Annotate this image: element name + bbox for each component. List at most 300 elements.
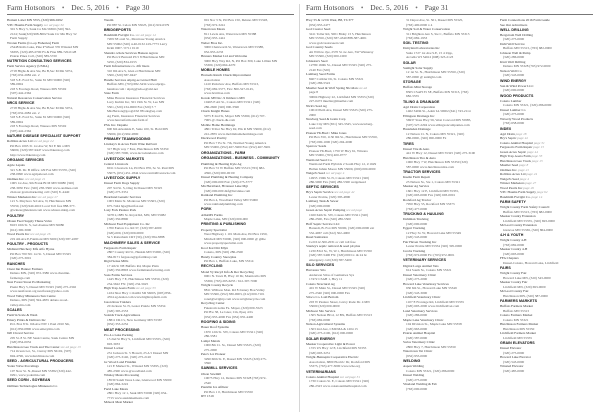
listing-entry: Johnston's Seed [306, 58, 328, 63]
listing-detail: @winzer@kieland.com www.winzer-mktg.com [10, 208, 75, 213]
listing-detail: Litchfield MN 55355 [503, 335, 533, 340]
listing-detail: 2000 [309, 112, 316, 117]
listing-entry: Meeker County Extension [500, 214, 536, 219]
listing-detail: 4801 Tribot Ne Hwy Dr, Elk R MN 55000, (612) [204, 127, 271, 132]
listing-entry: Newberg Seed & Grain Corp [306, 117, 346, 121]
listing-detail: 3290 60th St. E, Dassel MN 55325 (320) 275- [204, 356, 267, 361]
listing-entry: Bandmith Fwright Co. page 14 [500, 194, 543, 199]
ad-reference: see ad [357, 85, 367, 90]
section-heading: FAIRS [500, 266, 511, 270]
listing-detail: Anderson Silos of Gemunwa Sys [309, 272, 355, 277]
listing-entry: Nelson Agricultural Systems [306, 322, 345, 327]
listing-detail: 286-2323 www.cokatoanimalhospital.com [309, 383, 367, 388]
listing-entry: Fair Haven Trucking Inc [403, 239, 437, 244]
section-heading: FARMERS MARKETS [500, 298, 538, 303]
listing-detail: (952) 955-2477 [309, 22, 331, 27]
listing-detail: 275-2340 (320) 000-0000 Fax [309, 290, 350, 295]
listing-entry: Duckwood Poultry [201, 136, 227, 141]
ad-reference: page 33 [530, 154, 543, 159]
listing-detail: 694-4796, www.hutchinson.com [10, 353, 55, 358]
listing-entry: Hausladen Drainage [403, 127, 431, 132]
listing-entry: Dassel Veterinary Clinic [403, 272, 437, 277]
listing-detail: 1725 US Hwy 12 E, Litchfield MN 55355 [309, 346, 367, 351]
section-heading: POULTRY [7, 213, 25, 218]
listing-entry: Digital Large Animal Vets [403, 263, 439, 268]
listing-entry: High Trap Aoeta Farm see ad page 33 [104, 286, 156, 291]
listing-detail: Cokato MN 55321, (320) 286-0000 [503, 103, 552, 108]
section-heading: MACHINERY SALES & SERVICE [104, 240, 161, 245]
listing-detail: Mitchell MN 55000, (320) 000-0000 @ gillie [204, 236, 266, 241]
listing-detail: Cokato MN 55321 [503, 317, 529, 322]
publication-title: Farm Hotsonors [7, 4, 55, 12]
listing-detail: 587-6000 www.hutchinsontire.com [406, 164, 454, 169]
listing-detail: Delano, MN (320) 594-4835 delano.wood- [10, 298, 69, 303]
listing-detail: Buffalo MN 55313, (763) 682-0000 [503, 46, 552, 51]
section-heading: SCALES [7, 307, 22, 312]
listing-detail: (320) 587-7000, www.lacrodandacre.com [107, 151, 164, 156]
section-heading: SOIL TESTING [403, 41, 429, 46]
listing-detail: (320) 000-0000 [406, 221, 428, 226]
listing-entry: Dassel Locker [104, 346, 124, 351]
listing-entry: Kondo MN Inc. 9 Jimberco MN [201, 95, 245, 100]
listing-detail: 4390, (320) 000-00 00 [204, 170, 235, 175]
listing-entry: Weber Bros Inc. [201, 40, 224, 45]
listing-entry: Agri Drain page 18 [500, 131, 527, 136]
listing-detail: http://www.lbkerstog.com [10, 152, 46, 157]
listing-entry: Cokato Animal Hospital see ad page 31 [306, 374, 361, 379]
listing-detail: 17472 CSAH 1, Hwy 11 [309, 277, 343, 282]
listing-entry: Cokato Lumber [500, 98, 522, 103]
listing-entry: Bruners Market Ltd and Welcome [201, 54, 248, 58]
ad-reference: page 24 [525, 172, 538, 177]
listing-entry: Litchfield Veterinary Clinic [403, 295, 441, 300]
listing-entry: Ellingson Drainage Inc [403, 113, 435, 118]
listing-detail: 714 Ocean Lot, St., Curray MN 56102, (507) [10, 349, 72, 354]
listing-detail: 0291, www.yodermn.com [10, 373, 46, 378]
listing-detail: 286-0000, (320) 000-0000 Fx [406, 136, 447, 141]
listing-detail: 518 S.E. Ford St., Suite 81 MN 56000 (320) [10, 77, 71, 82]
listing-detail: hanabar.com / alprig@ads-e@alsl.net [107, 86, 158, 91]
section-heading: ORGANIZATIONS - FARM [201, 150, 246, 155]
listing-entry: Sons Farms Services [104, 272, 133, 277]
listing-detail: 55000 (320) 000-0000 [309, 304, 340, 309]
listing-detail: 55075, (651) 451-1844 www.centrallivestock.com [107, 170, 176, 175]
listing-detail: 12 Nelson Ct. N, Cokato MN 55321, (320) [406, 131, 465, 136]
listing-detail: Cokato MN 55321, (320) 286-0000 [406, 368, 455, 373]
listing-detail: MN 55062 (320) 4-40-0132 419-7773 Larry [107, 41, 168, 46]
listing-entry: Onllines Technologies Minnesota Co [7, 383, 58, 388]
listing-entry: Wright County Recycle [201, 283, 234, 288]
listing-entry: McLeod County Fair [500, 289, 529, 294]
listing-detail: 5501, (320) 234-9000 Fax (320) 5 + [107, 104, 157, 109]
listing-detail: 227-0473 mueller@mueller.com [309, 99, 354, 103]
listing-entry: Prairie Animal Hospital [403, 331, 436, 336]
listing-detail: 218 S Forelegs Road, Wauseo MN 55502 [10, 124, 67, 129]
listing-detail: Farm Supply [10, 36, 28, 40]
ad-reference: see ad page 21 [24, 176, 46, 181]
listing-detail: MN 55000, (952) 467-5900 Fax: (952) 467-5901 [204, 145, 271, 150]
listing-detail: 104 Division St., Maple Lake MN 55358 [406, 322, 462, 327]
listing-detail: 56395, (320) 485-0700 Fx & Fine 889-720-0128 [10, 49, 77, 54]
ad-reference: see ad page 24 [32, 139, 54, 144]
section-heading: SOLAR ENERGY [306, 336, 336, 341]
listing-detail: (763) 400-0000 x 4 [406, 22, 433, 27]
listing-detail: (320) 275-0000 [406, 377, 428, 382]
listing-entry: Sparrow Seeds [306, 144, 327, 148]
listing-detail: 121 S. Mayboro 3rd Ave, N, Hutchinson MN [10, 199, 72, 204]
listing-detail: 231 Jackson St. 5 Howell, 25 A 5 Dassel MN [107, 350, 169, 355]
listing-entry: Buffalo Mini Storage [403, 85, 432, 90]
listing-detail: PO Box 1065 31 1st Ave W, N2 E 6th a MN [10, 143, 70, 148]
section-heading: MEAT PROCESSING [104, 327, 140, 332]
listing-detail: (320) 000-0000 [503, 88, 525, 93]
listing-detail: 1730 Cokato St. E, Cokato MN 55321 (320) [309, 379, 370, 384]
section-heading: LIVESTOCK MARKETS [104, 156, 145, 161]
listing-entry: Mueller Seed & Wolf Spring Nicollan see ad [306, 85, 367, 90]
listing-detail: (320) 693-3231 [309, 350, 331, 355]
listing-detail: 7950 Hwy 55, Rockford MN 55373 [406, 202, 455, 207]
listing-entry: Ondines Inc. page 21 [500, 167, 530, 172]
section-heading: FARM SAFETY [500, 200, 526, 205]
listing-detail: 56937 State Hwy 56, West Concord MN 55985, [406, 118, 472, 123]
section-heading: PRINTING & PUBLISHING [201, 222, 246, 227]
listing-entry: FFA Chapters [500, 256, 519, 261]
listing-detail: 675-7444 hgs@hartfox.net [107, 203, 144, 208]
listing-detail: (612) 850-0800 www.emerymn.com [10, 326, 60, 331]
listing-detail: 31 Depot Ave, St. 501, Dassel MN 55325, [406, 18, 464, 22]
listing-detail: PO Box 7 Ea St. 7th, Normed Young America [204, 140, 267, 145]
listing-detail: Krim 0007 / 0711 0119 [107, 46, 139, 51]
listing-entry: Winzer Marketers page 27 [500, 181, 537, 186]
section-heading: RANCHES [7, 261, 26, 266]
listing-detail: 384-8171 ferguson@gofarmbuy.com [107, 254, 158, 259]
ad-reference: see ad page 62 [42, 22, 64, 27]
listing-detail: (320) 693-2000 www.litchfieldvet.com [406, 304, 460, 309]
listing-entry: Chuck Knight Hanes [201, 109, 230, 114]
listing-entry: Lazy Fork Pasture Pork [104, 208, 137, 213]
listing-detail: Litchfield MN, (320) 693-0000 [503, 284, 546, 289]
listing-detail: (952) 955-0000 [406, 353, 428, 358]
listing-detail: (507) 527-2294 www.ellingsoncompanies.com [406, 122, 470, 127]
listing-entry: Ferguson's Farm Repair [104, 245, 137, 250]
listing-detail: 587-0000 @ sunlight.com [406, 74, 442, 79]
listing-detail: 9001 N. Tawn B, Hwy 10 Dr, Monticello MN [204, 274, 267, 279]
listing-entry: Dahl Well Service [500, 41, 525, 46]
listing-entry: VPC Houma Farm Supply see ad page 62 [7, 22, 64, 27]
ad-reference: page 42 [516, 136, 529, 141]
listing-detail: 2140 Fax (320) [309, 67, 330, 72]
listing-detail: (320)-000, (320) 000-0000 [107, 230, 144, 235]
listing-detail: (763) 632-2682 ext. 2 [10, 110, 40, 115]
page-31 [306, 3, 593, 413]
listing-entry: Chest Inn Banner Farmers [7, 266, 43, 271]
listing-detail: 2124; Sauk(320) 968-8002 Sauk Ctr Mn Hwy 52 [10, 31, 77, 36]
listing-detail: 5500, (320) 587-9447 [107, 73, 137, 78]
ad-reference: see ad page 14 [134, 32, 156, 37]
listing-entry: Meeker Ag Service [403, 184, 430, 189]
listing-detail: 532-4067 call (612) 302-4000 [309, 230, 350, 235]
listing-detail: 18811 Dh Cv, New Germany MN 55367 [107, 317, 163, 322]
listing-detail: 589-0904 [10, 119, 23, 124]
listing-detail: www.herzonfarm.stair.farm sf [107, 118, 148, 123]
listing-detail: (952) 353-2252 [107, 322, 129, 327]
listing-entry: Jacobs Trucking [403, 248, 426, 253]
section-heading: SEED CORN - SOYBEAN [7, 378, 51, 383]
issue-date: Dec. 5, 2016 [71, 4, 110, 12]
listing-detail: 234-5622 FX: (320) 234-5625 [107, 281, 149, 286]
listing-detail: (763) 000-0000 [406, 386, 428, 391]
listing-detail: (320) 286-0000 [406, 313, 428, 318]
listing-detail: Pioneer Hi-Bred, 1750 W Hwy 61, Winona [309, 148, 368, 153]
listing-detail: 2807 County Rd 51, Hankin MN 55000, (320) [107, 250, 171, 255]
section-heading: SOLAR [403, 60, 416, 65]
listing-detail: (320) 587-0000 [406, 335, 428, 340]
listing-detail: 1107 E Frontage Rd, Litchfield MN 55355 [406, 299, 464, 304]
listing-detail: 3590 [204, 361, 211, 366]
listing-detail: 275-2000 [204, 347, 217, 352]
listing-detail: 6011 Livestock Ln, PO Box 976, So St. Paul MN [107, 166, 174, 171]
listing-entry: Hutchinson Farmers Market [500, 322, 539, 327]
listing-entry: Hwy 55 & 12 Dr West, B8, Tb 377 [306, 18, 354, 22]
listing-entry: Emery Prints & Delivers Inc [7, 317, 46, 322]
listing-entry: Mckeol Meat Market [104, 400, 133, 405]
section-heading: VETERINARIANS [306, 369, 337, 374]
section-heading: SEED - AGRICULTURAL PRODUCERS [7, 358, 74, 363]
listing-detail: Association [204, 77, 221, 82]
text-column [403, 18, 496, 391]
listing-entry: PSG Inc. Deputie [104, 122, 128, 127]
listing-detail: Fakstrom nolks Fa. Mayer, (320) 000-5523 [204, 305, 263, 310]
listing-detail: West Highway 1 101 Main Ave, PO Box 1950, [204, 232, 268, 237]
section-heading: WELL DRILLING [500, 27, 529, 32]
listing-entry: McLeod County Extension [500, 223, 537, 228]
listing-entry: Harvestor Silo [306, 268, 326, 273]
listing-entry: Pete's Lot Pioneer [201, 352, 226, 357]
listing-detail: 238-3050 Fax: (320) 238-3500 www.ondines.com [10, 185, 78, 190]
listing-entry: Agri Drain Corporation [403, 104, 436, 109]
listing-detail: 218 S Forelegs Road, Wauseo MN 55502 [10, 86, 67, 91]
listing-entry: Stanley's septic removal & seed pit plus [306, 244, 361, 249]
ad-reference: page 15 [532, 145, 545, 150]
section-heading: WELDING [403, 358, 421, 363]
listing-entry: Cokato Animal Hospital page 31 [500, 140, 545, 145]
listing-detail: PO Box 4, Woodland Valley MN 55000 [204, 197, 258, 202]
listing-entry: Rainland Plumbing Inc [201, 193, 233, 198]
listing-entry: Solaids Track Agricultures [104, 313, 141, 318]
listing-entry: IPT 1519 [201, 394, 214, 399]
ad-reference: see ad page 33 [134, 286, 156, 291]
listing-detail: 14955 130th St. N, Cokato MN 55321 (320) [309, 175, 370, 180]
ad-reference: see ad page 42 [333, 190, 355, 195]
listing-detail: (763) 972-3241 [204, 22, 226, 27]
listing-detail: 286-2500, Fax (320) 286-5500 [309, 217, 351, 222]
listing-detail: 30004 Highway 22, Litchfield MN 55355 (320) [309, 94, 374, 99]
listing-detail: Maple Lake, MN (320) 000-000 [204, 217, 248, 222]
listing-detail: (763) 658-0000 [503, 121, 525, 126]
listing-entry: Klatt Well Drilling [500, 59, 526, 64]
listing-entry: Wright County 4-H [500, 238, 527, 243]
listing-entry: Horneds Ranch Chuck Improvement [201, 73, 251, 78]
listing-entry: Pro-Lo Lake Packing [104, 332, 134, 337]
listing-detail: Lucy Kubitz Inc, 301 19th St. W, Leo MN [107, 100, 165, 105]
section-heading: MOBILE HOMES [201, 68, 230, 73]
listing-detail: www.rainlandplumbing.com [204, 202, 243, 207]
listing-detail: (320) 693-0000 Fax (320) 693-0001 [406, 193, 456, 198]
listing-detail: Dassel-Cokato, Howard Lake, Litchfield [503, 260, 559, 265]
listing-detail: (320) 286-0000 [503, 55, 525, 60]
listing-detail: 12780 160th St., Dassel MN 55325 (320) 275- [309, 63, 373, 67]
listing-detail: 1503 2nd Ave, CMUMA & 1204 15 [309, 326, 358, 331]
listing-detail: Barandi, B. Fox MN 55000, (320) 000-0000 ext [309, 226, 375, 231]
listing-detail: (763) 972-0000 Fx: (763) 972-0001 [406, 253, 455, 258]
listing-detail: 485-2300 www.grwoodland.com [107, 368, 152, 373]
listing-detail: (320) 543-0000 [503, 73, 525, 78]
listing-entry: Hutchinson Tire & Auto [403, 155, 436, 160]
section-heading: POULTRY - PRODUCTS [7, 242, 48, 247]
section-heading: LIVESTOCK SUPPLY [104, 176, 141, 181]
listing-detail: 23 Nelson St., Ste 1, Cokato MN 55321 [406, 179, 461, 184]
listing-entry: Midwest Feed Equipment Co. Inc [104, 221, 150, 226]
listing-detail: (507) 442-2362 [10, 128, 32, 133]
listing-detail: 2800 Hwy 7, Hutchinson MN 55350 [406, 344, 456, 349]
listing-detail: (320) 350-8800 [107, 217, 129, 222]
listing-detail: Wermond Farm Hybrids 2 South Hwy 12, 2:1629 [309, 162, 377, 166]
listing-detail: Hellen Juhnn Moore MN 55000, (000) 000-0000 [309, 166, 376, 171]
listing-detail: 17 4th St NE Buffalo Rd, Maple Plain [107, 263, 159, 268]
listing-entry: Olson Sawmill [201, 371, 222, 376]
listing-entry: Wroten Farms (Co-op Fisheries) Farm [7, 40, 60, 45]
listing-detail: www.nestforest.org nestforest@yahoo.com [10, 289, 69, 294]
listing-detail: (320) 854-0032 [10, 340, 32, 345]
listing-detail: Mk.Herzon@googl.Dvl 88 sde@eq.com [107, 109, 162, 114]
listing-detail: 1434 Shar Hwy 1 Oaldbi SD 56003, (605) 856- [107, 290, 172, 295]
listing-detail: Ah Willow dye, 2570 St ow Ave, SW Winnersy [309, 49, 374, 54]
listing-detail: Buffalo MN 55313, (763) 682-0000 [503, 209, 552, 214]
listing-entry: High Trap Aoeta Farm page 33 [500, 154, 543, 159]
ad-reference: page 18 [514, 131, 527, 136]
listing-detail: 286-2600 (320) 000-3590 [204, 104, 240, 109]
listing-detail: 18530 Sandi Taree Lane, Glenwood MN 55000 [107, 377, 172, 382]
listing-detail: 310 9th Ave S, Glen et Hutchinson MN [107, 68, 161, 73]
section-heading: TRUCKING & HAULING [403, 212, 444, 216]
listing-entry: Waverly Wood Products [500, 116, 533, 121]
listing-detail: seed.com [309, 126, 322, 130]
listing-detail: PO Box 72 W Buffalo MN 55313 (763) 682- [204, 166, 266, 171]
listing-detail: MN 55350, (320) 587-4340 888-587-4001 [309, 36, 367, 40]
publication-title: Farm Hotsonors [306, 4, 354, 12]
listing-entry: Shandro whole Services Hanson Agrow [104, 50, 159, 55]
listing-entry: Kool Kat Dirt Mlyn [201, 245, 229, 250]
ad-reference: see ad page [345, 208, 363, 213]
listing-entry: Wesim [104, 18, 114, 22]
listing-detail: (612) 300-3000 [10, 227, 32, 232]
listing-entry: Dassel Farm Dogs Supply [104, 181, 140, 186]
listing-entry: Wood Pearls Inc page 26 [500, 185, 535, 190]
listing-entry: Watertown Vet Clinic [403, 349, 433, 354]
listing-entry: Rockford Ag Tractor [403, 197, 432, 202]
listing-entry: Property Specialist [201, 227, 227, 232]
listing-entry: Dairyland Laboratories Inc [403, 46, 440, 51]
listing-entry: Bandmith Fwright Co. see ad page 14 [104, 32, 156, 37]
listing-entry: Litchfield Farmers Market [500, 331, 536, 336]
listing-detail: (320) 275-3331 [107, 190, 129, 195]
listing-detail: Delano MN, (320) 972-3386 www.chestinn- [10, 271, 71, 276]
listing-detail: (320) 543-0000 [406, 235, 428, 240]
listing-detail: (763) 000-1000 (320) 294-2000 [309, 139, 353, 144]
listing-detail: 8407 Cobbler Dr, St. Cokato MN 55321 [309, 76, 364, 81]
listing-entry: Farm Service Agency (USDA) [7, 64, 49, 69]
listing-entry: Wermond Seed Co. [306, 157, 333, 162]
listing-entry: Bry's Septic Service see ad page 42 [306, 190, 355, 195]
listing-detail: 2801 Hwy 12 1, Sauk MN 55006 (320) 654- [107, 391, 168, 396]
listing-detail: 10075 Hwy 12, Delano MN 55328 (763) 972- [204, 376, 267, 381]
listing-entry: Hometi Label MN 5555, (320) 966-0292 [7, 18, 63, 22]
listing-detail: 589-0904 [10, 82, 23, 87]
listing-entry: Aspen Welding [403, 364, 424, 369]
listing-detail: PO Box 1 0, Hutchinson MN 55350 [204, 389, 253, 394]
listing-detail: 1230 83rd St., W, W.1, Hutchinson MN 55350 [309, 248, 372, 253]
section-heading: SILO SERVICES [306, 263, 335, 268]
listing-detail: 55550, (320) 940-2610 Local Toll free 888-377- [10, 203, 76, 208]
listing-detail: 219 4th Ave E,Fairmont MN 5600 (320) 587-2287 [10, 236, 79, 241]
listing-detail: (320) 395-2553 [107, 308, 129, 313]
section-heading: TRACTOR SERVICES [403, 170, 441, 175]
listing-detail: (320) 000-000 dkf@hvrslake.com [204, 188, 251, 193]
listing-detail: 55360, (763) 295-6255 / 612-307-7000 [204, 278, 258, 283]
listing-entry: 920 Choval Service [7, 331, 34, 336]
listing-entry: Yoder Valve Porcelings [7, 364, 39, 369]
listing-detail: (320) 275-2100, (612) 000-0000 [309, 331, 354, 336]
listing-entry: Gr Wood Land Finishin [104, 359, 137, 364]
listing-entry: Nick's Seed Ag [306, 103, 327, 108]
section-heading: PORK [201, 207, 212, 212]
listing-detail: 205 St. 8 St. NE Sauk Centre, Sauk Centre MN [10, 335, 75, 340]
listing-entry: Meeker County Fair [500, 280, 528, 285]
listing-detail: Lester Prairie MN 55354 (320) 395-0000 [406, 244, 463, 249]
listing-detail: 8163 16th St. S, Gel Avenue MN 56080 [10, 223, 65, 228]
listing-detail: 25448 Rolls Lake, Pine P Wheel 376 Winsted MN [10, 45, 79, 49]
listing-entry: Farm Connections 2016 Farm Guide [500, 18, 550, 22]
listing-detail: Prairie Pines Coll, (320) 589-5720 [10, 54, 57, 58]
listing-entry: Bauer Roof Systems [201, 325, 229, 330]
listing-entry: Ruud Sanitation [306, 235, 328, 240]
listing-entry: VPC Houma Farm Supply page 62 [500, 190, 548, 195]
listing-entry: Pioneer Hi-Bred / Mike Jones [306, 130, 347, 135]
listing-entry: Winzer Marketers Inc see ad page 27 [7, 194, 58, 199]
section-heading: VETERINARY SERVICES [403, 258, 447, 263]
listing-detail: www.godcreatorseed.com [309, 40, 345, 45]
listing-detail: (763) 632-2682 ext. 2 [10, 73, 40, 78]
listing-entry: ADAMS Farms [201, 212, 223, 217]
listing-detail: 12 Hwy St. W, Howard Lake MN 55349 [406, 230, 461, 235]
listing-entry: Wood Valley Minnesota Sun Centre [7, 293, 56, 298]
listing-detail: Glencoe MN 55336, (320) 864-0000 [503, 227, 553, 232]
listing-entry: Sunlight Solar Supply [403, 65, 433, 70]
listing-detail: 311 Brighton Ave S, Ste C, Buffalo MN 55313 [406, 31, 470, 36]
listing-detail: valley-mn.com [10, 302, 31, 307]
listing-detail: ronal@wrighty.com www.wrightrecycle.com [204, 296, 266, 301]
listing-detail: P.O. Box 8 St. 6th Ave NW 1 Paul 2010 5th, [10, 322, 70, 327]
listing-detail: 238-0990 www.agripaleoal.com [10, 172, 54, 177]
listing-entry: Wright County Farm Safety Council [500, 205, 550, 210]
listing-entry: Obaun Feed Supply Thune Valve [7, 218, 52, 223]
listing-detail: PO 887 St. Celon MN 55025, (612) 919-0379 [107, 22, 170, 27]
listing-detail: (763) 682-5577, Fax: 800-527-0145, [204, 86, 254, 91]
listing-entry: Robbins Acres Ltd see ad page 24 [7, 139, 54, 144]
section-heading: PRIMARY TEAMWOODING [104, 137, 151, 142]
ad-reference: page 14 [530, 194, 543, 199]
ad-reference: see ad page 26 [29, 232, 51, 237]
